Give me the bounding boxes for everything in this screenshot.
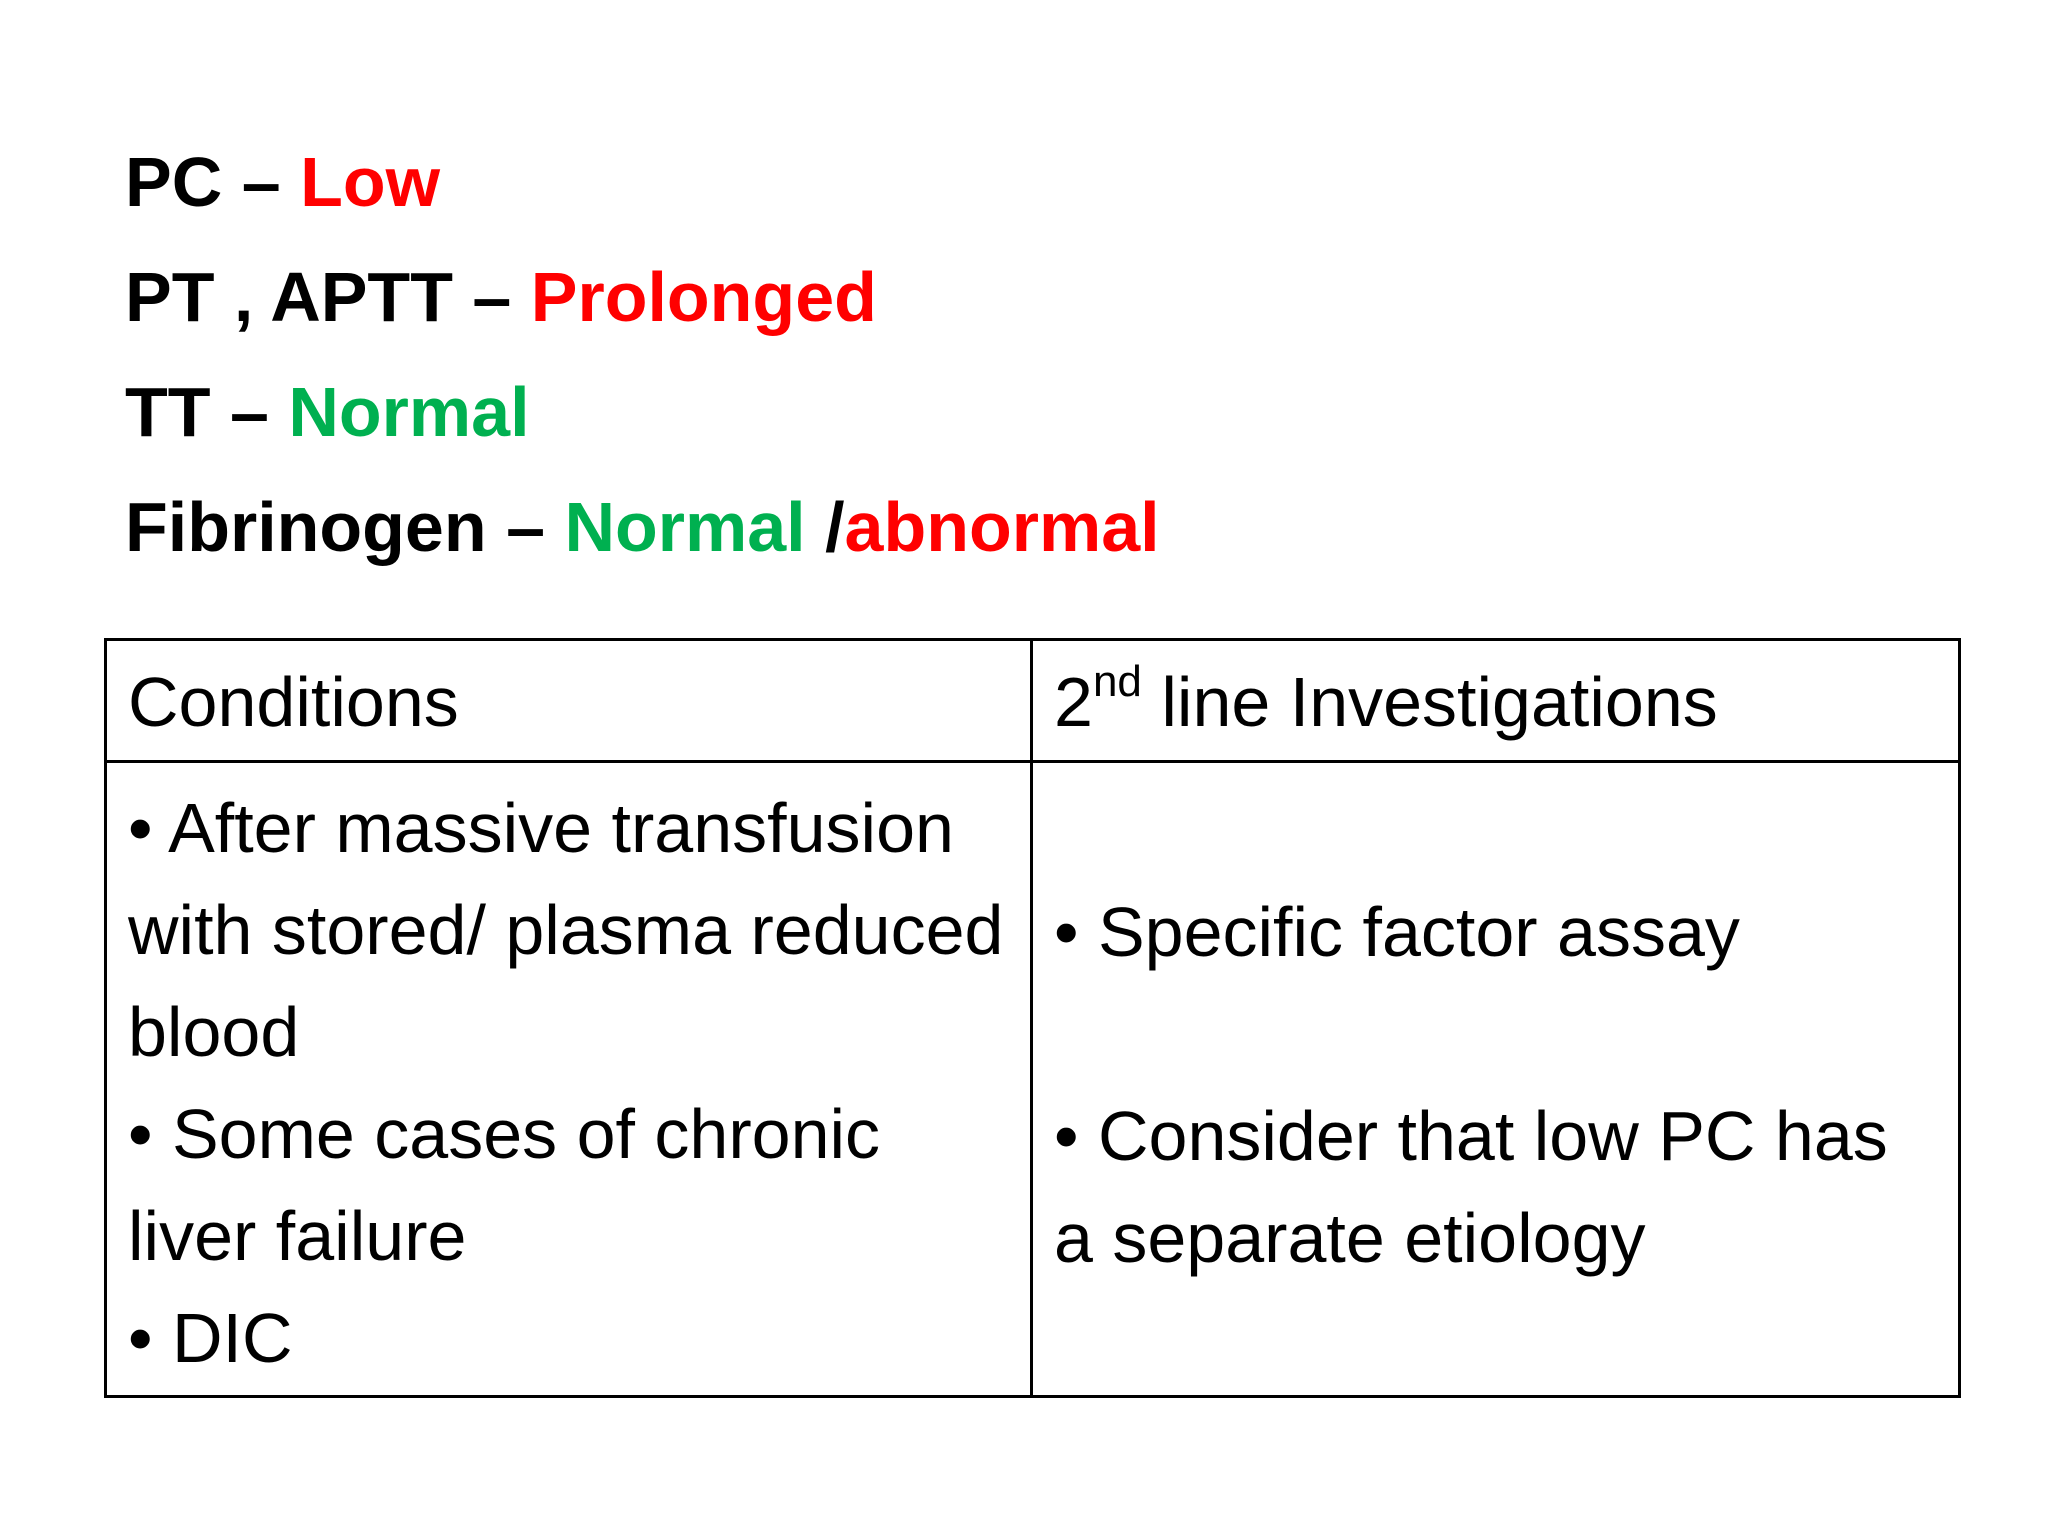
- result-pc: [125, 125, 1425, 240]
- result-value: Low: [300, 143, 441, 221]
- result-fibrinogen: [125, 470, 1425, 585]
- result-value: Normal: [564, 488, 806, 566]
- spacer: [1054, 983, 1944, 1085]
- result-value: Normal: [288, 373, 530, 451]
- result-label: PT , APTT –: [125, 258, 531, 336]
- investigations-cell: [1033, 763, 1958, 1395]
- result-separator: /: [805, 488, 845, 566]
- result-pt-aptt: [125, 240, 1425, 355]
- investigation-item: • Consider that low PC has a separate etiology: [1054, 1097, 1888, 1277]
- header-investigations: [1033, 641, 1958, 763]
- investigation-item: • Specific factor assay: [1054, 893, 1740, 971]
- result-label: Fibrinogen –: [125, 488, 565, 566]
- conditions-table: [104, 638, 1961, 1398]
- condition-item: • Some cases of chronic liver failure: [128, 1095, 881, 1275]
- result-value: Prolonged: [530, 258, 877, 336]
- condition-item: • After massive transfusion with stored/ plasma reduced blood: [128, 789, 1004, 1071]
- result-value-secondary: abnormal: [844, 488, 1160, 566]
- result-label: TT –: [125, 373, 289, 451]
- header-conditions: Conditions: [107, 641, 1033, 763]
- header-investigations-num: 2: [1054, 663, 1093, 741]
- condition-item: • DIC: [128, 1299, 293, 1377]
- result-tt: [125, 355, 1425, 470]
- coagulation-results: [125, 125, 1425, 585]
- conditions-cell: [107, 763, 1033, 1395]
- header-investigations-rest: line Investigations: [1141, 663, 1718, 741]
- header-investigations-sup: nd: [1092, 656, 1142, 706]
- result-label: PC –: [125, 143, 301, 221]
